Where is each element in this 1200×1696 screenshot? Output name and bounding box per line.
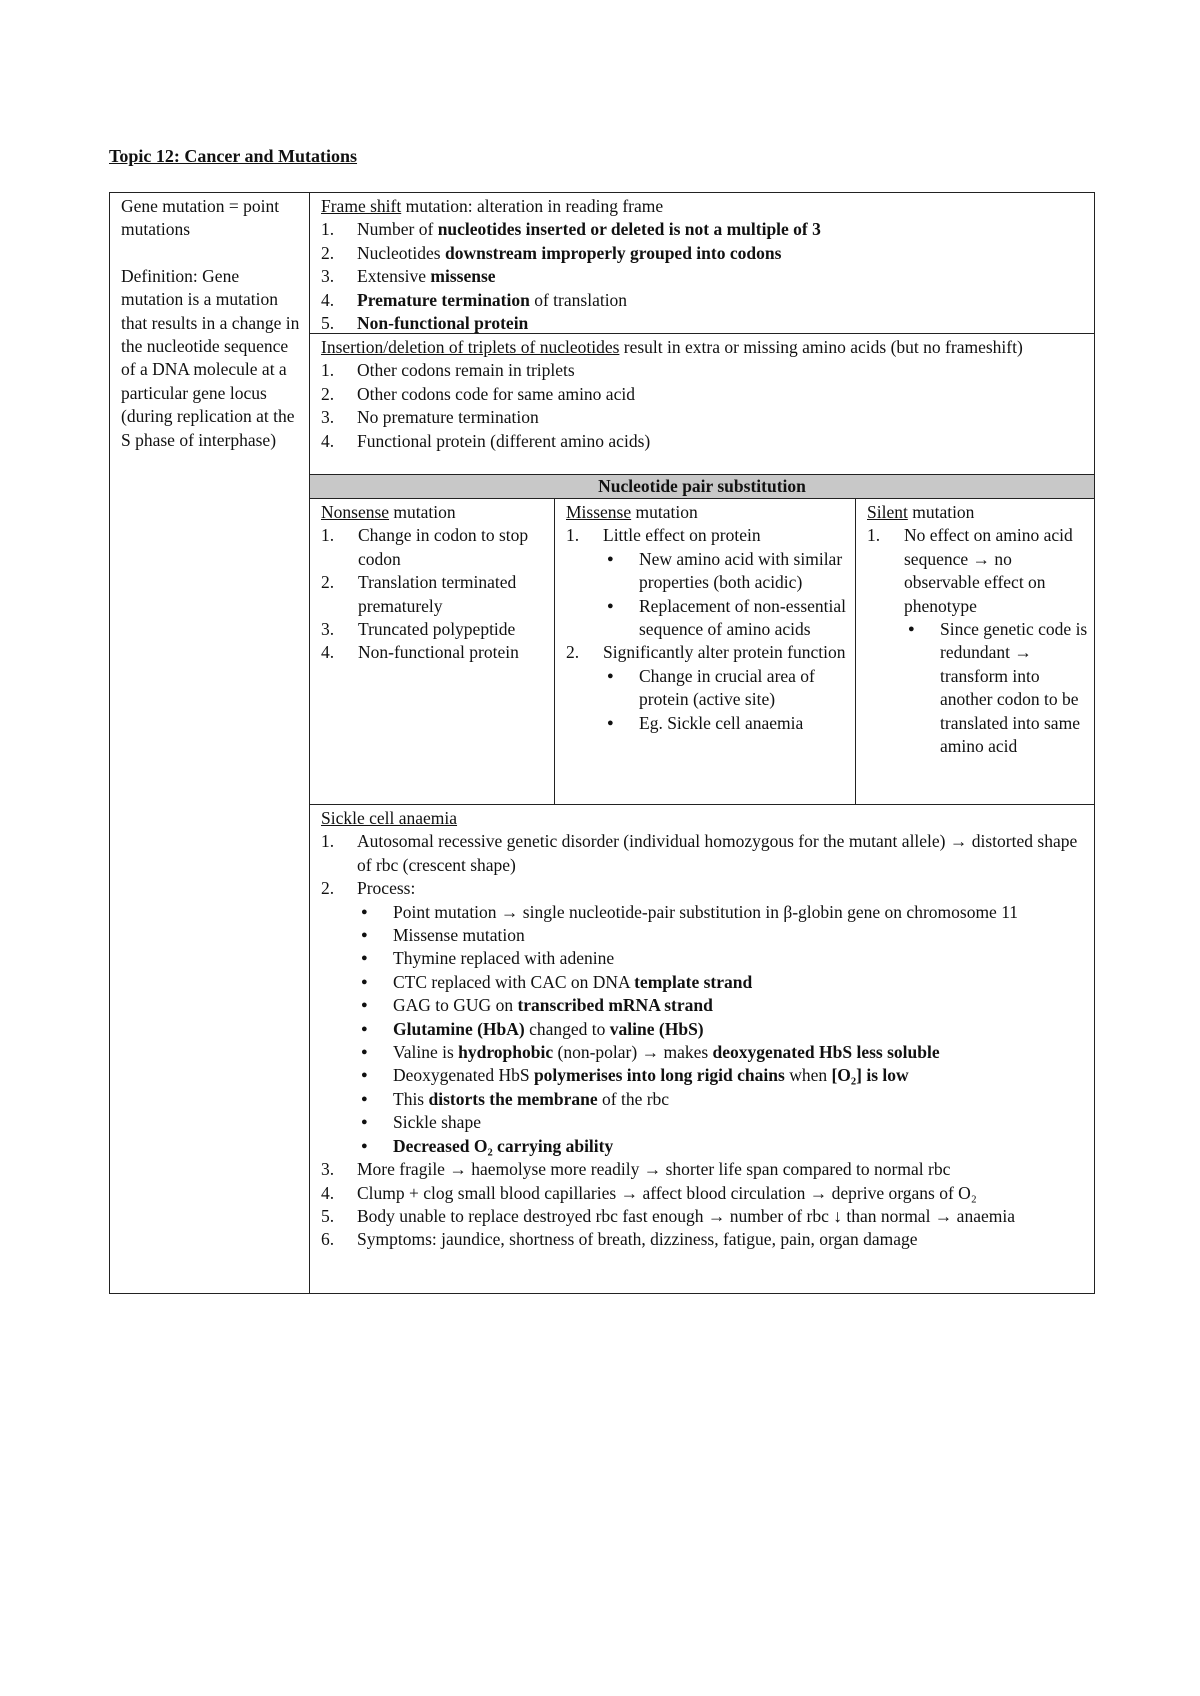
notes-table xyxy=(109,192,1095,1294)
list-item xyxy=(321,289,1084,312)
list-number: 2. xyxy=(321,383,335,404)
text: Extensive xyxy=(357,266,431,287)
list-item xyxy=(321,312,1084,335)
substitution-header: Nucleotide pair substitution xyxy=(310,475,1094,499)
text: Sickle shape xyxy=(393,1112,481,1133)
missense-item-1: Little effect on protein xyxy=(603,525,761,546)
right-column xyxy=(310,193,1094,1293)
list-number: 4. xyxy=(321,642,335,663)
text: of translation xyxy=(529,289,628,310)
list-number: 4. xyxy=(321,430,335,451)
process-list xyxy=(357,901,1084,1158)
list-item xyxy=(321,430,1084,453)
frameshift-desc: mutation: alteration in reading frame xyxy=(401,196,664,216)
bullet-item xyxy=(603,712,849,735)
text: Other codons remain in triplets xyxy=(357,360,575,381)
text: Number of xyxy=(357,219,438,240)
text: Truncated polypeptide xyxy=(358,619,516,640)
text: changed to xyxy=(524,1018,610,1039)
list-item: 1. Little effect on protein ● New amino acid with similar properties (both acidic) ● Replacement of non-essential sequence of amino acids xyxy=(566,524,849,641)
substitution-row xyxy=(310,499,1094,805)
bullet-item xyxy=(603,665,849,712)
bold-text: Non-functional protein xyxy=(357,313,529,334)
sickle-item-5: Body unable to replace destroyed rbc fast enough → number of rbc ↓ than normal → anaemia xyxy=(357,1205,1015,1226)
sickle-item-3: More fragile → haemolyse more readily → shorter life span compared to normal rbc xyxy=(357,1159,951,1180)
missense-label: Missense xyxy=(566,502,632,522)
missense-sub-list-2 xyxy=(603,665,849,735)
list-number: 3. xyxy=(321,407,335,428)
bullet-item xyxy=(357,1018,1084,1041)
list-item: 3. More fragile → haemolyse more readily → shorter life span compared to normal rbc xyxy=(321,1159,951,1180)
frameshift-label: Frame shift xyxy=(321,196,402,216)
silent-desc: mutation xyxy=(907,502,975,522)
bold-text: deoxygenated HbS less soluble xyxy=(712,1042,940,1063)
bold-text: [O₂] is low xyxy=(831,1065,909,1086)
bullet-item xyxy=(603,595,849,642)
text: Change in codon to stop codon xyxy=(358,525,529,569)
silent-sub-list xyxy=(904,618,1088,758)
text: Translation terminated prematurely xyxy=(358,572,517,616)
text: GAG to GUG on xyxy=(393,995,518,1016)
bullet-item xyxy=(357,971,1084,994)
silent-label: Silent xyxy=(867,502,908,522)
text: when xyxy=(784,1065,832,1086)
list-number: 1. xyxy=(321,525,335,546)
sickle-cell-label: Sickle cell anaemia xyxy=(321,808,458,828)
text: No premature termination xyxy=(357,407,539,428)
text: Non-functional protein xyxy=(358,642,519,663)
frameshift-section xyxy=(310,193,1094,334)
bold-text: hydrophobic xyxy=(458,1042,554,1063)
nonsense-column xyxy=(310,499,555,804)
bullet-item xyxy=(357,924,1084,947)
list-item: 2. Significantly alter protein function ● Change in crucial area of protein (active site) ● Eg. Sickle cell anaemia xyxy=(566,641,849,735)
bold-text: valine (HbS) xyxy=(609,1018,704,1039)
list-item xyxy=(321,383,1084,406)
list-item: 1. No effect on amino acid sequence → no observable effect on phenotype ● Since genetic code is redundant → transform into another codon to be translated into same amino acid xyxy=(867,524,1088,758)
list-number: 3. xyxy=(321,266,335,287)
bold-text: distorts the membrane xyxy=(428,1088,598,1109)
sickle-cell-section xyxy=(310,805,1094,1293)
nonsense-desc: mutation xyxy=(389,502,456,522)
insertion-desc: result in extra or missing amino acids (but no frameshift) xyxy=(619,337,1023,357)
list-item xyxy=(321,359,1084,382)
nonsense-label: Nonsense xyxy=(321,502,390,522)
bullet-item xyxy=(357,1111,1084,1134)
bullet-item xyxy=(357,1135,1084,1158)
text: New amino acid with similar properties (both acidic) xyxy=(639,548,843,593)
sickle-item-4: Clump + clog small blood capillaries → affect blood circulation → deprive organs of O₂ xyxy=(357,1182,977,1203)
list-item: 1. Autosomal recessive genetic disorder (individual homozygous for the mutant allele) → distorted shape of rbc (crescent shape) xyxy=(321,831,1078,875)
list-item: 5. Body unable to replace destroyed rbc fast enough → number of rbc ↓ than normal → anaemia xyxy=(321,1205,1015,1226)
bullet-item xyxy=(357,1064,1084,1087)
gene-mutation-definition: Definition: Gene mutation is a mutation that results in a change in the nucleotide sequence of a DNA molecule at a particular gene locus (during replication at the S phase of interphase) xyxy=(121,265,300,450)
list-item: 4. Clump + clog small blood capillaries → affect blood circulation → deprive organs of O₂ xyxy=(321,1182,977,1203)
list-number: 2. xyxy=(321,242,335,263)
list-item xyxy=(321,242,1084,265)
missense-column xyxy=(555,499,856,804)
insertion-section xyxy=(310,334,1094,475)
silent-column xyxy=(856,499,1094,804)
list-item xyxy=(321,641,548,664)
missense-item-2: Significantly alter protein function xyxy=(603,642,846,663)
list-item xyxy=(321,524,548,571)
text: Change in crucial area of protein (active site) xyxy=(639,665,815,710)
list-item xyxy=(321,218,1084,241)
text: CTC replaced with CAC on DNA xyxy=(393,971,635,992)
bold-text: template strand xyxy=(634,971,753,992)
list-item xyxy=(321,571,548,618)
sickle-item-1: Autosomal recessive genetic disorder (individual homozygous for the mutant allele) → distorted shape of rbc (crescent shape) xyxy=(357,831,1078,875)
bullet-item xyxy=(904,618,1088,758)
sickle-item-6: Symptoms: jaundice, shortness of breath, dizziness, fatigue, pain, organ damage xyxy=(357,1229,918,1250)
bold-text: downstream improperly grouped into codons xyxy=(444,242,782,263)
text: (non-polar) → makes xyxy=(553,1042,713,1063)
frameshift-list xyxy=(321,218,1084,335)
list-number: 1. xyxy=(321,219,335,240)
missense-sub-list-1 xyxy=(603,548,849,642)
bold-text: transcribed mRNA strand xyxy=(517,995,713,1016)
text: of the rbc xyxy=(597,1088,670,1109)
insertion-label: Insertion/deletion of triplets of nucleotides xyxy=(321,337,620,357)
bold-text: Decreased O₂ carrying ability xyxy=(393,1135,614,1156)
list-item xyxy=(321,618,548,641)
gene-mutation-heading: Gene mutation = point mutations xyxy=(121,196,280,240)
list-item: 2. Process: ● Point mutation → single nucleotide-pair substitution in β-globin gene on chromosome 11 ● Missense mutation ● Thymine replaced with adenine ● CTC replaced with CAC on DNA template strand ● GAG to GUG on transcribed mRNA strand ● Glutamine (HbA) changed to valine (HbS) ● Valine is hydrophobic (non-polar) → makes deoxygenated HbS less soluble ● Deoxygenated HbS polymerises into long rigid chains when [O₂] is low ● This distorts the membrane of the rbc ● Sickle shape ● Decreased O₂ carrying ability xyxy=(321,877,1084,1158)
page-title: Topic 12: Cancer and Mutations xyxy=(109,146,358,166)
text: Functional protein (different amino acids) xyxy=(357,430,651,451)
bold-text: Premature termination xyxy=(357,289,530,310)
list-number: 1. xyxy=(321,360,335,381)
silent-list xyxy=(867,524,1088,758)
list-item xyxy=(321,406,1084,429)
silent-item-1: No effect on amino acid sequence → no observable effect on phenotype xyxy=(904,525,1073,616)
sickle-cell-list xyxy=(321,830,1084,1251)
list-number: 4. xyxy=(321,289,335,310)
text: Point mutation → single nucleotide-pair substitution in β-globin gene on chromosome 11 xyxy=(393,901,1019,922)
list-item xyxy=(321,265,1084,288)
list-item: 6. Symptoms: jaundice, shortness of breath, dizziness, fatigue, pain, organ damage xyxy=(321,1229,918,1250)
text: Missense mutation xyxy=(393,925,525,946)
bold-text: Glutamine (HbA) xyxy=(393,1018,525,1039)
text: Deoxygenated HbS xyxy=(393,1065,534,1086)
list-number: 3. xyxy=(321,619,335,640)
bullet-item xyxy=(357,947,1084,970)
text: Nucleotides xyxy=(357,242,445,263)
sickle-item-2: Process: xyxy=(357,878,416,899)
bold-text: nucleotides inserted or deleted is not a multiple of 3 xyxy=(437,219,821,240)
list-number: 2. xyxy=(321,572,335,593)
text: Valine is xyxy=(393,1042,459,1063)
bullet-item xyxy=(603,548,849,595)
bullet-item xyxy=(357,1088,1084,1111)
missense-list xyxy=(566,524,849,735)
bullet-item xyxy=(357,1041,1084,1064)
text: Other codons code for same amino acid xyxy=(357,383,635,404)
text: Thymine replaced with adenine xyxy=(393,948,615,969)
list-number: 5. xyxy=(321,313,335,334)
text: Eg. Sickle cell anaemia xyxy=(639,712,804,733)
left-column xyxy=(110,193,310,1293)
nonsense-list xyxy=(321,524,548,664)
text: This xyxy=(393,1088,429,1109)
text: Replacement of non-essential sequence of amino acids xyxy=(639,595,847,640)
bold-text: polymerises into long rigid chains xyxy=(533,1065,785,1086)
bullet-item xyxy=(357,994,1084,1017)
text: Since genetic code is redundant → transform into another codon to be translated into same amino acid xyxy=(940,619,1088,757)
insertion-list xyxy=(321,359,1084,453)
bullet-item xyxy=(357,901,1084,924)
missense-desc: mutation xyxy=(631,502,698,522)
bold-text: missense xyxy=(430,266,496,287)
